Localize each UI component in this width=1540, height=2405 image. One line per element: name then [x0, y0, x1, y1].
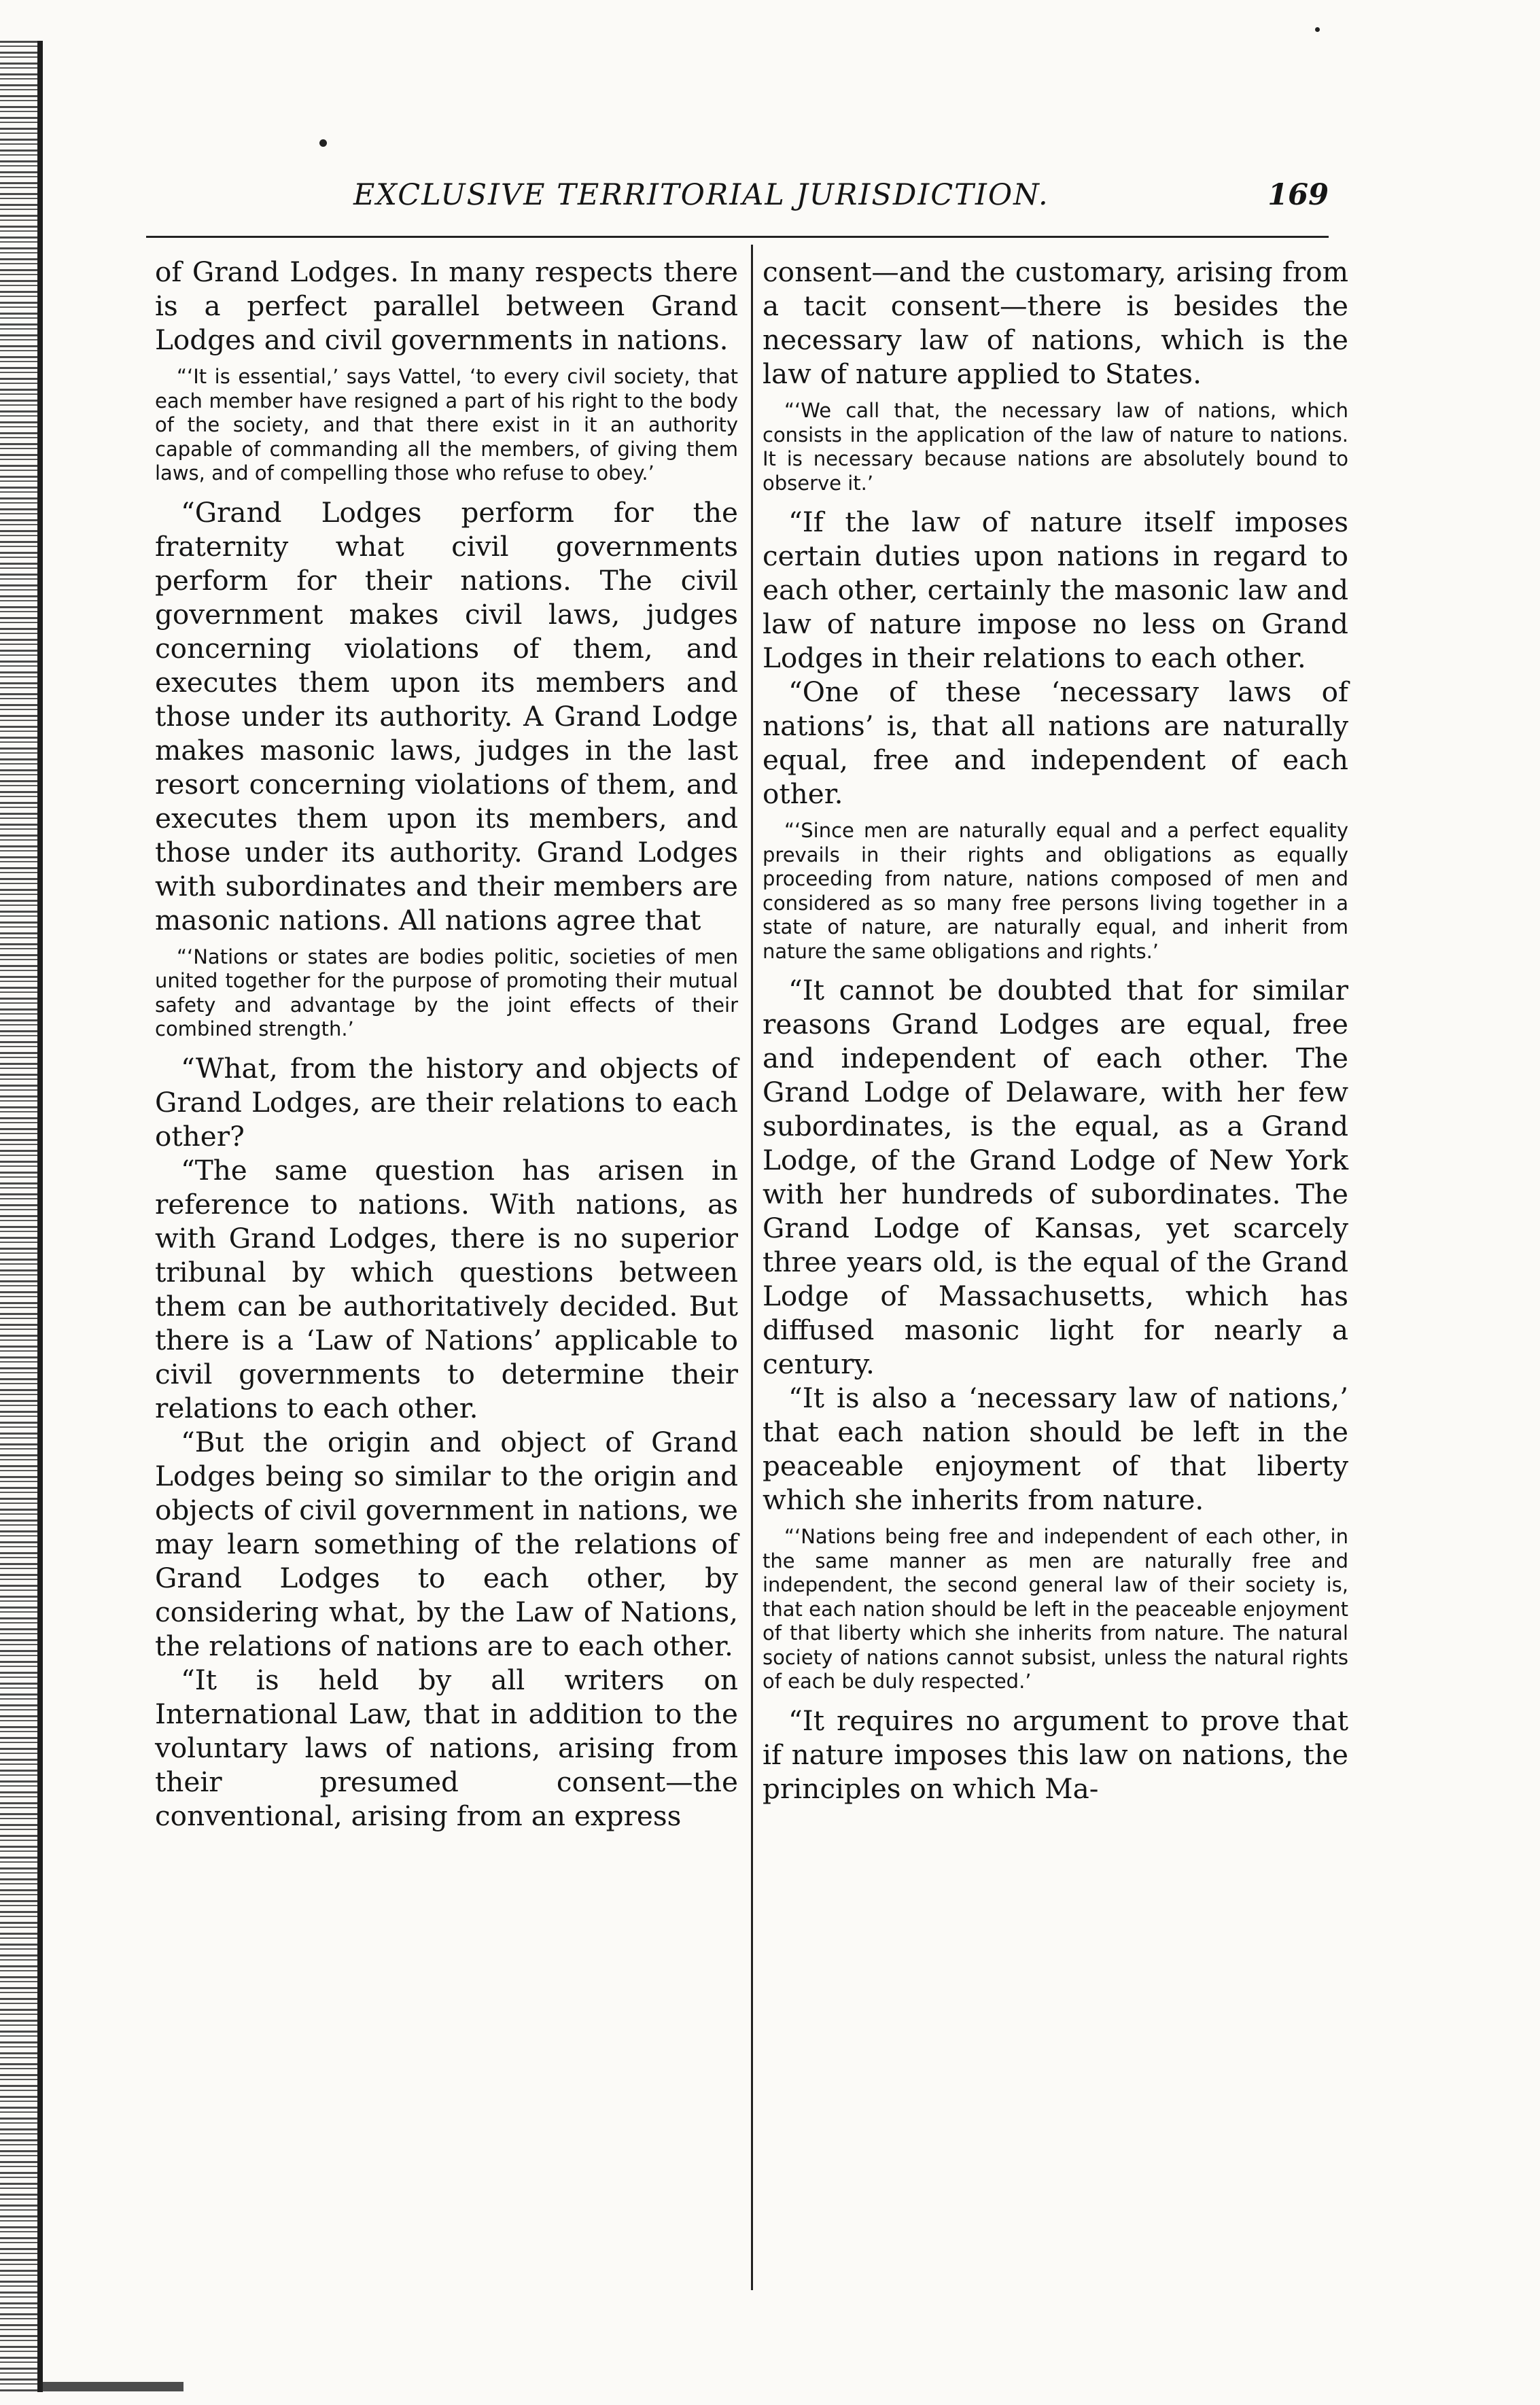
- block-quote: “‘Since men are naturally equal and a perfect equality prevails in their rights and obligations as equally proceeding from nature, nations composed of men and considered as so many free persons living together in a state of nature, are naturally equal, and inherit from nature the same obligations and rights.’: [763, 819, 1348, 963]
- block-quote: “‘It is essential,’ says Vattel, ‘to every civil society, that each member have resigned a part of his right to the body of the society, and that there exist in it an authority capable of commanding all the members, of giving them laws, and of compelling those who refuse to obey.’: [155, 365, 738, 485]
- block-quote: “‘We call that, the necessary law of nations, which consists in the application of the law of nature to nations. It is necessary because nations are absolutely bound to observe it.’: [763, 399, 1348, 495]
- ink-speck: [1315, 27, 1320, 32]
- paragraph: “It is held by all writers on International Law, that in addition to the voluntary laws of nations, arising from their presumed consent—the conventional, arising from an express: [155, 1663, 738, 1832]
- column-divider: [751, 245, 753, 2290]
- header-rule: [146, 236, 1329, 238]
- block-quote: “‘Nations or states are bodies politic, societies of men united together for the purpose of promoting their mutual safety and advantage by the joint effects of their combined strength.’: [155, 945, 738, 1040]
- paragraph: “But the origin and object of Grand Lodges being so similar to the origin and objects of civil government in nations, we may learn something of the relations of Grand Lodges to each other, by considering what, by the Law of Nations, the relations of nations are to each other.: [155, 1425, 738, 1662]
- paragraph: “Grand Lodges perform for the fraternity what civil governments perform for their nations. The civil government makes civil laws, judges concerning violations of them, and executes them upon its members and those under its authority. A Grand Lodge makes masonic laws, judges in the last resort concerning violations of them, and executes them upon its members, and those under its authority. Grand Lodges with subordinates and their members are masonic nations. All nations agree that: [155, 495, 738, 936]
- paragraph: “It requires no argument to prove that if nature imposes this law on nations, the principles on which Ma-: [763, 1704, 1348, 1805]
- paragraph: “It cannot be doubted that for similar reasons Grand Lodges are equal, free and independent of each other. The Grand Lodge of Delaware, with her few subordinates, is the equal, as a Grand Lodge, of the Grand Lodge of New York with her hundreds of subordinates. The Grand Lodge of Kansas, yet scarcely three years old, is the equal of the Grand Lodge of Massachusetts, which has diffused masonic light for nearly a century.: [763, 974, 1348, 1380]
- left-column: [155, 255, 738, 1833]
- page-header: [156, 178, 1329, 226]
- running-head: EXCLUSIVE TERRITORIAL JURISDICTION.: [353, 178, 1049, 212]
- paragraph: “It is also a ‘necessary law of nations,’ that each nation should be left in the peaceable enjoyment of that liberty which she inherits from nature.: [763, 1382, 1348, 1516]
- paragraph: “The same question has arisen in reference to nations. With nations, as with Grand Lodges, there is no superior tribunal by which questions between them can be authoritatively decided. But there is a ‘Law of Nations’ applicable to civil governments to determine their relations to each other.: [155, 1153, 738, 1424]
- paragraph: “One of these ‘necessary laws of nations’ is, that all nations are naturally equal, free and independent of each other.: [763, 675, 1348, 810]
- paragraph: “What, from the history and objects of Grand Lodges, are their relations to each other?: [155, 1051, 738, 1153]
- page-number: 169: [1267, 178, 1329, 212]
- paragraph: of Grand Lodges. In many respects there is a perfect parallel between Grand Lodges and civil governments in nations.: [155, 256, 738, 356]
- right-column: [763, 255, 1348, 1806]
- block-quote: “‘Nations being free and independent of each other, in the same manner as men are naturally free and independent, the second general law of their society is, that each nation should be left in the peaceable enjoyment of that liberty which she inherits from nature. The natural society of nations cannot subsist, unless the natural rights of each be duly respected.’: [763, 1525, 1348, 1693]
- paragraph: “If the law of nature itself imposes certain duties upon nations in regard to each other, certainly the masonic law and law of nature impose no less on Grand Lodges in their relations to each other.: [763, 506, 1348, 674]
- bottom-smudge: [41, 2382, 183, 2391]
- paragraph: consent—and the customary, arising from a tacit consent—there is besides the necessary law of nations, which is the law of nature applied to States.: [763, 256, 1348, 390]
- binding-shadow: [0, 41, 41, 2392]
- page-gutter-edge: [37, 41, 43, 2392]
- ink-speck: [319, 139, 327, 147]
